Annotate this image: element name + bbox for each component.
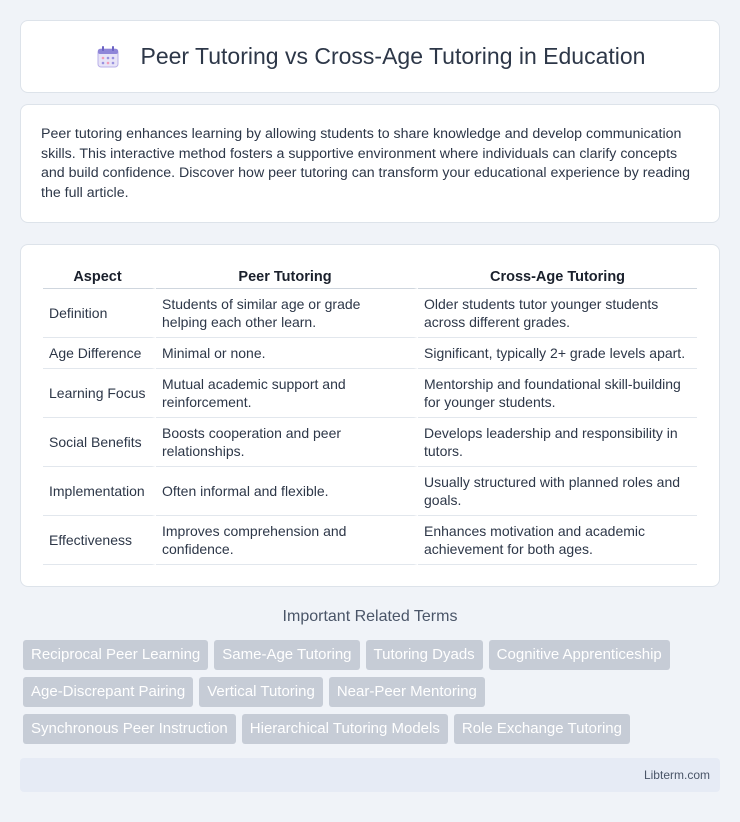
header-aspect: Aspect: [43, 263, 156, 289]
row-peer-value: Minimal or none.: [156, 338, 418, 369]
tag-role-exchange-tutoring[interactable]: Role Exchange Tutoring: [454, 714, 630, 744]
tag-reciprocal-peer-learning[interactable]: Reciprocal Peer Learning: [23, 640, 208, 670]
intro-card: [20, 104, 720, 223]
row-peer-value: Often informal and flexible.: [156, 467, 418, 516]
tag-row: [23, 677, 723, 707]
tag-vertical-tutoring[interactable]: Vertical Tutoring: [199, 677, 323, 707]
row-aspect: Age Difference: [43, 338, 156, 369]
table-row: [43, 418, 697, 467]
row-peer-value: Improves comprehension and confidence.: [156, 516, 418, 565]
tag-tutoring-dyads[interactable]: Tutoring Dyads: [366, 640, 483, 670]
page-title: Peer Tutoring vs Cross-Age Tutoring in Education: [140, 43, 646, 69]
tag-hierarchical-tutoring-models[interactable]: Hierarchical Tutoring Models: [242, 714, 448, 744]
header-cross-age-tutoring: Cross-Age Tutoring: [418, 263, 697, 289]
comparison-table: [43, 263, 697, 565]
title-card: [20, 20, 720, 93]
table-row: [43, 289, 697, 338]
table-row: [43, 467, 697, 516]
table-row: [43, 516, 697, 565]
tag-near-peer-mentoring[interactable]: Near-Peer Mentoring: [329, 677, 485, 707]
related-terms: [23, 640, 723, 751]
footer-brand-link[interactable]: Libterm.com: [643, 768, 710, 782]
comparison-card: [20, 244, 720, 587]
row-cross-age-value: Mentorship and foundational skill-building for younger students.: [418, 369, 697, 418]
row-peer-value: Students of similar age or grade helping each other learn.: [156, 289, 418, 338]
row-cross-age-value: Significant, typically 2+ grade levels apart.: [418, 338, 697, 369]
row-cross-age-value: Enhances motivation and academic achievement for both ages.: [418, 516, 697, 565]
row-aspect: Effectiveness: [43, 516, 156, 565]
tag-age-discrepant-pairing[interactable]: Age-Discrepant Pairing: [23, 677, 193, 707]
tag-row: [23, 714, 723, 744]
related-terms-title: Important Related Terms: [282, 608, 458, 625]
row-aspect: Learning Focus: [43, 369, 156, 418]
header-peer-tutoring: Peer Tutoring: [156, 263, 418, 289]
row-peer-value: Boosts cooperation and peer relationships.: [156, 418, 418, 467]
footer: [20, 758, 720, 792]
table-row: [43, 369, 697, 418]
row-aspect: Definition: [43, 289, 156, 338]
row-aspect: Implementation: [43, 467, 156, 516]
calendar-icon: [95, 44, 121, 70]
row-cross-age-value: Older students tutor younger students across different grades.: [418, 289, 697, 338]
intro-text: Peer tutoring enhances learning by allowing students to share knowledge and develop communication skills. This interactive method fosters a supportive environment where individuals can clarify concepts and build confidence. Discover how peer tutoring can transform your educational experience by reading the full article.: [41, 126, 691, 201]
row-aspect: Social Benefits: [43, 418, 156, 467]
tag-row: [23, 640, 723, 670]
row-cross-age-value: Develops leadership and responsibility in tutors.: [418, 418, 697, 467]
tag-synchronous-peer-instruction[interactable]: Synchronous Peer Instruction: [23, 714, 236, 744]
table-row: [43, 338, 697, 369]
tag-same-age-tutoring[interactable]: Same-Age Tutoring: [214, 640, 359, 670]
row-cross-age-value: Usually structured with planned roles and goals.: [418, 467, 697, 516]
row-peer-value: Mutual academic support and reinforcement.: [156, 369, 418, 418]
tag-cognitive-apprenticeship[interactable]: Cognitive Apprenticeship: [489, 640, 670, 670]
